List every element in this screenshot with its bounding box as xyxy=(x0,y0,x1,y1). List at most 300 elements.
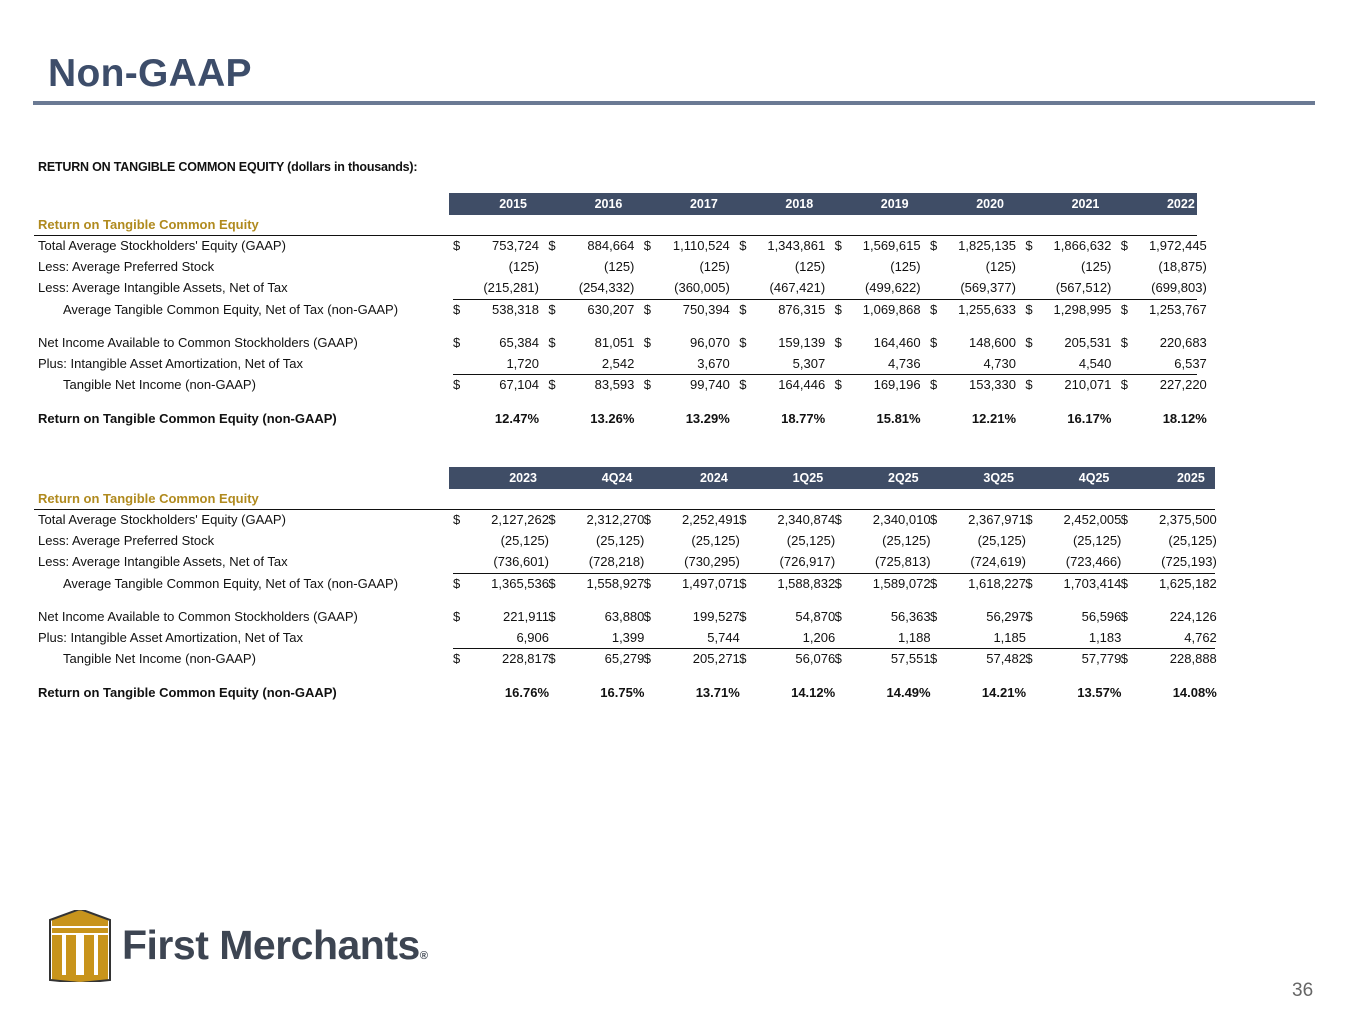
cell-value: 228,817 xyxy=(502,651,549,666)
table-cell xyxy=(1025,335,1111,353)
currency-symbol: $ xyxy=(453,609,461,624)
cell-value: 63,880 xyxy=(604,609,645,624)
cell-value: (125) xyxy=(699,259,730,274)
table-cell xyxy=(548,685,644,703)
table-cell xyxy=(739,335,825,353)
cell-value: 1,255,633 xyxy=(958,302,1016,317)
cell-value: 1,625,182 xyxy=(1158,576,1217,591)
column-header-bar xyxy=(449,193,1197,215)
currency-symbol: $ xyxy=(930,335,938,350)
table-cell xyxy=(739,576,835,594)
cell-value: 56,076 xyxy=(795,651,836,666)
currency-symbol: $ xyxy=(1120,651,1129,666)
currency-symbol: $ xyxy=(548,302,556,317)
currency-symbol: $ xyxy=(739,302,747,317)
table-cell xyxy=(930,356,1016,374)
table-cell xyxy=(644,609,740,627)
cell-value: (499,622) xyxy=(864,280,921,295)
subtotal-rule xyxy=(453,374,1197,375)
cell-value: 227,220 xyxy=(1159,377,1207,392)
cell-value: 1,703,414 xyxy=(1063,576,1122,591)
cell-value: 2,452,005 xyxy=(1063,512,1122,527)
page-number: 36 xyxy=(1292,980,1314,1001)
cell-value: 2,340,874 xyxy=(777,512,836,527)
currency-symbol: $ xyxy=(930,238,938,253)
row-label: Average Tangible Common Equity, Net of Tax (non-GAAP) xyxy=(63,302,399,317)
cell-value: 14.21% xyxy=(981,685,1026,700)
cell-value: 16.76% xyxy=(504,685,549,700)
cell-value: (725,193) xyxy=(1161,554,1217,569)
cell-value: (25,125) xyxy=(691,533,740,548)
cell-value: (699,803) xyxy=(1151,280,1207,295)
table-cell xyxy=(930,685,1026,703)
section-label: Return on Tangible Common Equity xyxy=(38,491,259,506)
table-cell xyxy=(930,533,1026,551)
cell-value: 3,670 xyxy=(697,356,730,371)
table-cell xyxy=(1121,630,1217,648)
cell-value: 4,762 xyxy=(1184,630,1217,645)
table-cell xyxy=(930,302,1016,320)
currency-symbol: $ xyxy=(1025,377,1033,392)
column-header: 2015 xyxy=(499,197,527,211)
currency-symbol: $ xyxy=(548,335,556,350)
brand-name: First Merchants® xyxy=(122,922,428,968)
table-cell xyxy=(739,609,835,627)
table-row xyxy=(34,607,1215,627)
cell-value: 5,307 xyxy=(792,356,826,371)
currency-symbol: $ xyxy=(834,576,842,591)
subtotal-rule xyxy=(453,573,1215,574)
cell-value: 2,127,262 xyxy=(491,512,549,527)
table-cell xyxy=(930,411,1016,429)
table-cell xyxy=(453,259,539,277)
column-header: 2017 xyxy=(689,197,718,211)
cell-value: 199,527 xyxy=(692,609,740,624)
row-label: Plus: Intangible Asset Amortization, Net of Tax xyxy=(38,630,303,645)
table-cell xyxy=(739,356,825,374)
table-cell xyxy=(739,630,835,648)
currency-symbol: $ xyxy=(1025,335,1033,350)
table-cell xyxy=(1025,238,1111,256)
table-cell xyxy=(644,411,730,429)
currency-symbol: $ xyxy=(834,377,842,392)
currency-symbol: $ xyxy=(834,651,842,666)
currency-symbol: $ xyxy=(930,609,938,624)
cell-value: 57,482 xyxy=(986,651,1026,666)
page-title: Non-GAAP xyxy=(48,52,252,95)
cell-value: (125) xyxy=(1081,259,1112,274)
cell-value: 56,596 xyxy=(1081,609,1122,624)
table-cell xyxy=(1025,554,1121,572)
table-cell xyxy=(1121,533,1217,551)
cell-value: 1,825,135 xyxy=(958,238,1016,253)
cell-value: (18,875) xyxy=(1158,259,1207,274)
cell-value: (215,281) xyxy=(483,280,539,295)
table-cell xyxy=(739,302,825,320)
table-cell xyxy=(453,685,549,703)
table-cell xyxy=(644,630,740,648)
cell-value: 13.57% xyxy=(1077,685,1122,700)
column-header: 2021 xyxy=(1071,197,1100,211)
table-cell xyxy=(1025,302,1111,320)
table-row xyxy=(34,649,1215,669)
cell-value: 1,589,072 xyxy=(872,576,931,591)
table-cell xyxy=(835,259,921,277)
currency-symbol: $ xyxy=(453,302,461,317)
currency-symbol: $ xyxy=(1120,335,1129,350)
currency-symbol: $ xyxy=(548,576,556,591)
table-cell xyxy=(835,411,921,429)
table-cell xyxy=(644,302,730,320)
cell-value: 1,110,524 xyxy=(672,238,730,253)
section-label: Return on Tangible Common Equity xyxy=(38,217,259,232)
column-header: 2019 xyxy=(880,197,909,211)
table-cell xyxy=(930,280,1016,298)
table-cell xyxy=(453,411,539,429)
cell-value: 2,542 xyxy=(601,356,635,371)
cell-value: 56,363 xyxy=(890,609,931,624)
table-cell xyxy=(548,554,644,572)
cell-value: 4,540 xyxy=(1078,356,1112,371)
row-label: Net Income Available to Common Stockholders (GAAP) xyxy=(38,335,358,350)
row-label: Plus: Intangible Asset Amortization, Net of Tax xyxy=(38,356,303,371)
currency-symbol: $ xyxy=(1120,576,1129,591)
table-cell xyxy=(453,356,539,374)
currency-symbol: $ xyxy=(739,335,747,350)
currency-symbol: $ xyxy=(453,377,461,392)
table-cell xyxy=(453,554,549,572)
currency-symbol: $ xyxy=(930,377,938,392)
table-cell xyxy=(548,280,634,298)
currency-symbol: $ xyxy=(643,576,652,591)
cell-value: 54,870 xyxy=(795,609,836,624)
table-cell xyxy=(739,685,835,703)
cell-value: 16.75% xyxy=(600,685,645,700)
cell-value: 159,139 xyxy=(778,335,826,350)
table-row xyxy=(34,354,1207,374)
cell-value: 153,330 xyxy=(969,377,1016,392)
section-heading: RETURN ON TANGIBLE COMMON EQUITY (dollars in thousands): xyxy=(38,160,418,174)
table-cell xyxy=(835,630,931,648)
table-cell xyxy=(1121,259,1207,277)
table-row xyxy=(34,333,1207,353)
currency-symbol: $ xyxy=(1120,238,1129,253)
cell-value: 6,537 xyxy=(1174,356,1207,371)
cell-value: 1,720 xyxy=(506,356,539,371)
registered-mark: ® xyxy=(419,950,428,962)
currency-symbol: $ xyxy=(930,576,938,591)
currency-symbol: $ xyxy=(930,302,938,317)
table-cell xyxy=(1121,685,1217,703)
currency-symbol: $ xyxy=(930,512,938,527)
cell-value: 65,279 xyxy=(604,651,645,666)
table-row xyxy=(34,409,1207,429)
table-cell xyxy=(453,302,539,320)
cell-value: 14.12% xyxy=(791,685,836,700)
table-cell xyxy=(453,609,549,627)
table-cell xyxy=(548,576,644,594)
cell-value: (726,917) xyxy=(779,554,836,569)
cell-value: 6,906 xyxy=(516,630,549,645)
row-label: Less: Average Preferred Stock xyxy=(38,533,215,548)
currency-symbol: $ xyxy=(834,609,842,624)
column-header: 2018 xyxy=(785,197,814,211)
currency-symbol: $ xyxy=(643,651,652,666)
cell-value: (724,619) xyxy=(970,554,1026,569)
cell-value: (125) xyxy=(985,259,1016,274)
table-row xyxy=(34,278,1207,298)
table-cell xyxy=(835,651,931,669)
cell-value: 13.26% xyxy=(590,411,635,426)
table-cell xyxy=(1121,335,1207,353)
column-header: 3Q25 xyxy=(983,471,1014,485)
table-cell xyxy=(835,335,921,353)
currency-symbol: $ xyxy=(834,335,842,350)
table-cell xyxy=(548,609,644,627)
cell-value: 1,399 xyxy=(611,630,645,645)
table-cell xyxy=(1121,238,1207,256)
cell-value: (25,125) xyxy=(977,533,1026,548)
table-cell xyxy=(1025,280,1111,298)
table-cell xyxy=(739,512,835,530)
cell-value: 57,779 xyxy=(1081,651,1122,666)
table-cell xyxy=(835,356,921,374)
cell-value: 16.17% xyxy=(1067,411,1112,426)
table-cell xyxy=(1121,280,1207,298)
first-merchants-logo-icon xyxy=(48,910,112,982)
table-cell xyxy=(453,238,539,256)
currency-symbol: $ xyxy=(739,609,747,624)
cell-value: 1,185 xyxy=(993,630,1026,645)
cell-value: 205,531 xyxy=(1064,335,1112,350)
table-cell xyxy=(930,238,1016,256)
table-cell xyxy=(835,554,931,572)
column-header-bar xyxy=(449,467,1215,489)
table-cell xyxy=(644,533,740,551)
cell-value: 13.71% xyxy=(695,685,740,700)
cell-value: 1,188 xyxy=(898,630,931,645)
currency-symbol: $ xyxy=(739,377,747,392)
row-label: Net Income Available to Common Stockholders (GAAP) xyxy=(38,609,358,624)
cell-value: 750,394 xyxy=(682,302,730,317)
column-header: 4Q25 xyxy=(1078,471,1110,485)
column-header: 1Q25 xyxy=(792,471,824,485)
row-label: Total Average Stockholders' Equity (GAAP) xyxy=(38,238,286,253)
table-cell xyxy=(739,533,835,551)
cell-value: (25,125) xyxy=(500,533,549,548)
cell-value: 876,315 xyxy=(778,302,826,317)
cell-value: 18.12% xyxy=(1162,411,1207,426)
cell-value: 1,206 xyxy=(802,630,836,645)
cell-value: 2,340,010 xyxy=(872,512,931,527)
cell-value: (467,421) xyxy=(769,280,826,295)
subtotal-rule xyxy=(453,299,1197,300)
table-cell xyxy=(453,280,539,298)
table-row xyxy=(34,574,1215,594)
currency-symbol: $ xyxy=(1025,609,1033,624)
currency-symbol: $ xyxy=(834,512,842,527)
table-cell xyxy=(930,259,1016,277)
cell-value: 1,972,445 xyxy=(1148,238,1207,253)
table-cell xyxy=(930,651,1026,669)
cell-value: 538,318 xyxy=(492,302,539,317)
table-cell xyxy=(548,630,644,648)
cell-value: 4,730 xyxy=(983,356,1016,371)
table-cell xyxy=(1121,576,1217,594)
table-cell xyxy=(835,377,921,395)
cell-value: 228,888 xyxy=(1169,651,1217,666)
table-cell xyxy=(835,685,931,703)
cell-value: 5,744 xyxy=(707,630,740,645)
cell-value: (360,005) xyxy=(674,280,730,295)
row-label: Less: Average Intangible Assets, Net of Tax xyxy=(38,554,288,569)
cell-value: 205,271 xyxy=(692,651,740,666)
currency-symbol: $ xyxy=(548,512,556,527)
column-header: 2024 xyxy=(699,471,728,485)
table-cell xyxy=(1025,356,1111,374)
row-label: Return on Tangible Common Equity (non-GAAP) xyxy=(38,411,337,426)
currency-symbol: $ xyxy=(834,302,842,317)
table-cell xyxy=(930,554,1026,572)
table-cell xyxy=(644,335,730,353)
currency-symbol: $ xyxy=(453,335,461,350)
table-cell xyxy=(1025,685,1121,703)
cell-value: (125) xyxy=(508,259,539,274)
cell-value: 2,312,270 xyxy=(586,512,645,527)
table-cell xyxy=(1121,609,1217,627)
row-label: Return on Tangible Common Equity (non-GAAP) xyxy=(38,685,337,700)
table-cell xyxy=(739,377,825,395)
cell-value: 2,375,500 xyxy=(1158,512,1217,527)
column-header: 4Q24 xyxy=(601,471,633,485)
table-cell xyxy=(548,259,634,277)
cell-value: 210,071 xyxy=(1064,377,1112,392)
currency-symbol: $ xyxy=(834,238,842,253)
cell-value: 13.29% xyxy=(685,411,730,426)
currency-symbol: $ xyxy=(1025,302,1033,317)
currency-symbol: $ xyxy=(643,377,652,392)
cell-value: 630,207 xyxy=(587,302,635,317)
currency-symbol: $ xyxy=(548,609,556,624)
cell-value: (728,218) xyxy=(588,554,645,569)
row-label: Total Average Stockholders' Equity (GAAP) xyxy=(38,512,286,527)
table-cell xyxy=(548,356,634,374)
cell-value: 2,367,971 xyxy=(968,512,1026,527)
table-cell xyxy=(644,259,730,277)
table-cell xyxy=(644,356,730,374)
cell-value: 4,736 xyxy=(888,356,921,371)
currency-symbol: $ xyxy=(548,238,556,253)
table-cell xyxy=(548,335,634,353)
table-cell xyxy=(644,576,740,594)
table-cell xyxy=(644,238,730,256)
currency-symbol: $ xyxy=(1025,576,1033,591)
cell-value: 96,070 xyxy=(690,335,730,350)
currency-symbol: $ xyxy=(548,651,556,666)
table-cell xyxy=(1025,630,1121,648)
cell-value: 220,683 xyxy=(1159,335,1207,350)
cell-value: 1,618,227 xyxy=(968,576,1026,591)
table-cell xyxy=(835,609,931,627)
currency-symbol: $ xyxy=(453,651,461,666)
currency-symbol: $ xyxy=(1025,512,1033,527)
table-cell xyxy=(835,280,921,298)
table-cell xyxy=(1121,512,1217,530)
cell-value: (730,295) xyxy=(684,554,740,569)
cell-value: (125) xyxy=(794,259,826,274)
table-cell xyxy=(1025,651,1121,669)
cell-value: (25,125) xyxy=(882,533,931,548)
table-row xyxy=(34,257,1207,277)
table-cell xyxy=(835,238,921,256)
cell-value: 884,664 xyxy=(587,238,635,253)
table-row xyxy=(34,628,1215,648)
cell-value: 164,460 xyxy=(873,335,921,350)
table-cell xyxy=(548,411,634,429)
column-header: 2Q25 xyxy=(888,471,919,485)
cell-value: 1,365,536 xyxy=(491,576,549,591)
table-cell xyxy=(548,377,634,395)
currency-symbol: $ xyxy=(643,302,652,317)
table-cell xyxy=(1025,512,1121,530)
cell-value: 14.49% xyxy=(886,685,931,700)
subtotal-rule xyxy=(453,648,1215,649)
cell-value: 1,569,615 xyxy=(862,238,921,253)
table-cell xyxy=(739,259,825,277)
cell-value: 67,104 xyxy=(499,377,539,392)
cell-value: (569,377) xyxy=(960,280,1016,295)
table-cell xyxy=(548,512,644,530)
column-header: 2023 xyxy=(509,471,537,485)
cell-value: 15.81% xyxy=(876,411,921,426)
table-cell xyxy=(1025,576,1121,594)
currency-symbol: $ xyxy=(930,651,938,666)
cell-value: 1,298,995 xyxy=(1053,302,1112,317)
table-cell xyxy=(739,280,825,298)
table-cell xyxy=(453,377,539,395)
table-cell xyxy=(835,512,931,530)
table-cell xyxy=(930,335,1016,353)
currency-symbol: $ xyxy=(453,576,461,591)
cell-value: 1,497,071 xyxy=(681,576,740,591)
table-cell xyxy=(930,512,1026,530)
table-row xyxy=(34,300,1207,320)
table-cell xyxy=(1121,302,1207,320)
table-cell xyxy=(453,576,549,594)
cell-value: 56,297 xyxy=(986,609,1026,624)
table-cell xyxy=(548,533,644,551)
cell-value: 18.77% xyxy=(781,411,826,426)
cell-value: 83,593 xyxy=(594,377,635,392)
cell-value: (736,601) xyxy=(493,554,549,569)
table-cell xyxy=(739,554,835,572)
table-row xyxy=(34,236,1207,256)
table-cell xyxy=(930,576,1026,594)
cell-value: (125) xyxy=(890,259,921,274)
table-cell xyxy=(1121,356,1207,374)
currency-symbol: $ xyxy=(643,609,652,624)
table-row xyxy=(34,683,1215,703)
row-label: Tangible Net Income (non-GAAP) xyxy=(63,377,256,392)
cell-value: 1,866,632 xyxy=(1053,238,1112,253)
table-cell xyxy=(644,554,740,572)
table-cell xyxy=(548,302,634,320)
table-cell xyxy=(1025,259,1111,277)
table-cell xyxy=(548,238,634,256)
cell-value: (25,125) xyxy=(1072,533,1122,548)
currency-symbol: $ xyxy=(453,512,461,527)
cell-value: 12.21% xyxy=(971,411,1016,426)
